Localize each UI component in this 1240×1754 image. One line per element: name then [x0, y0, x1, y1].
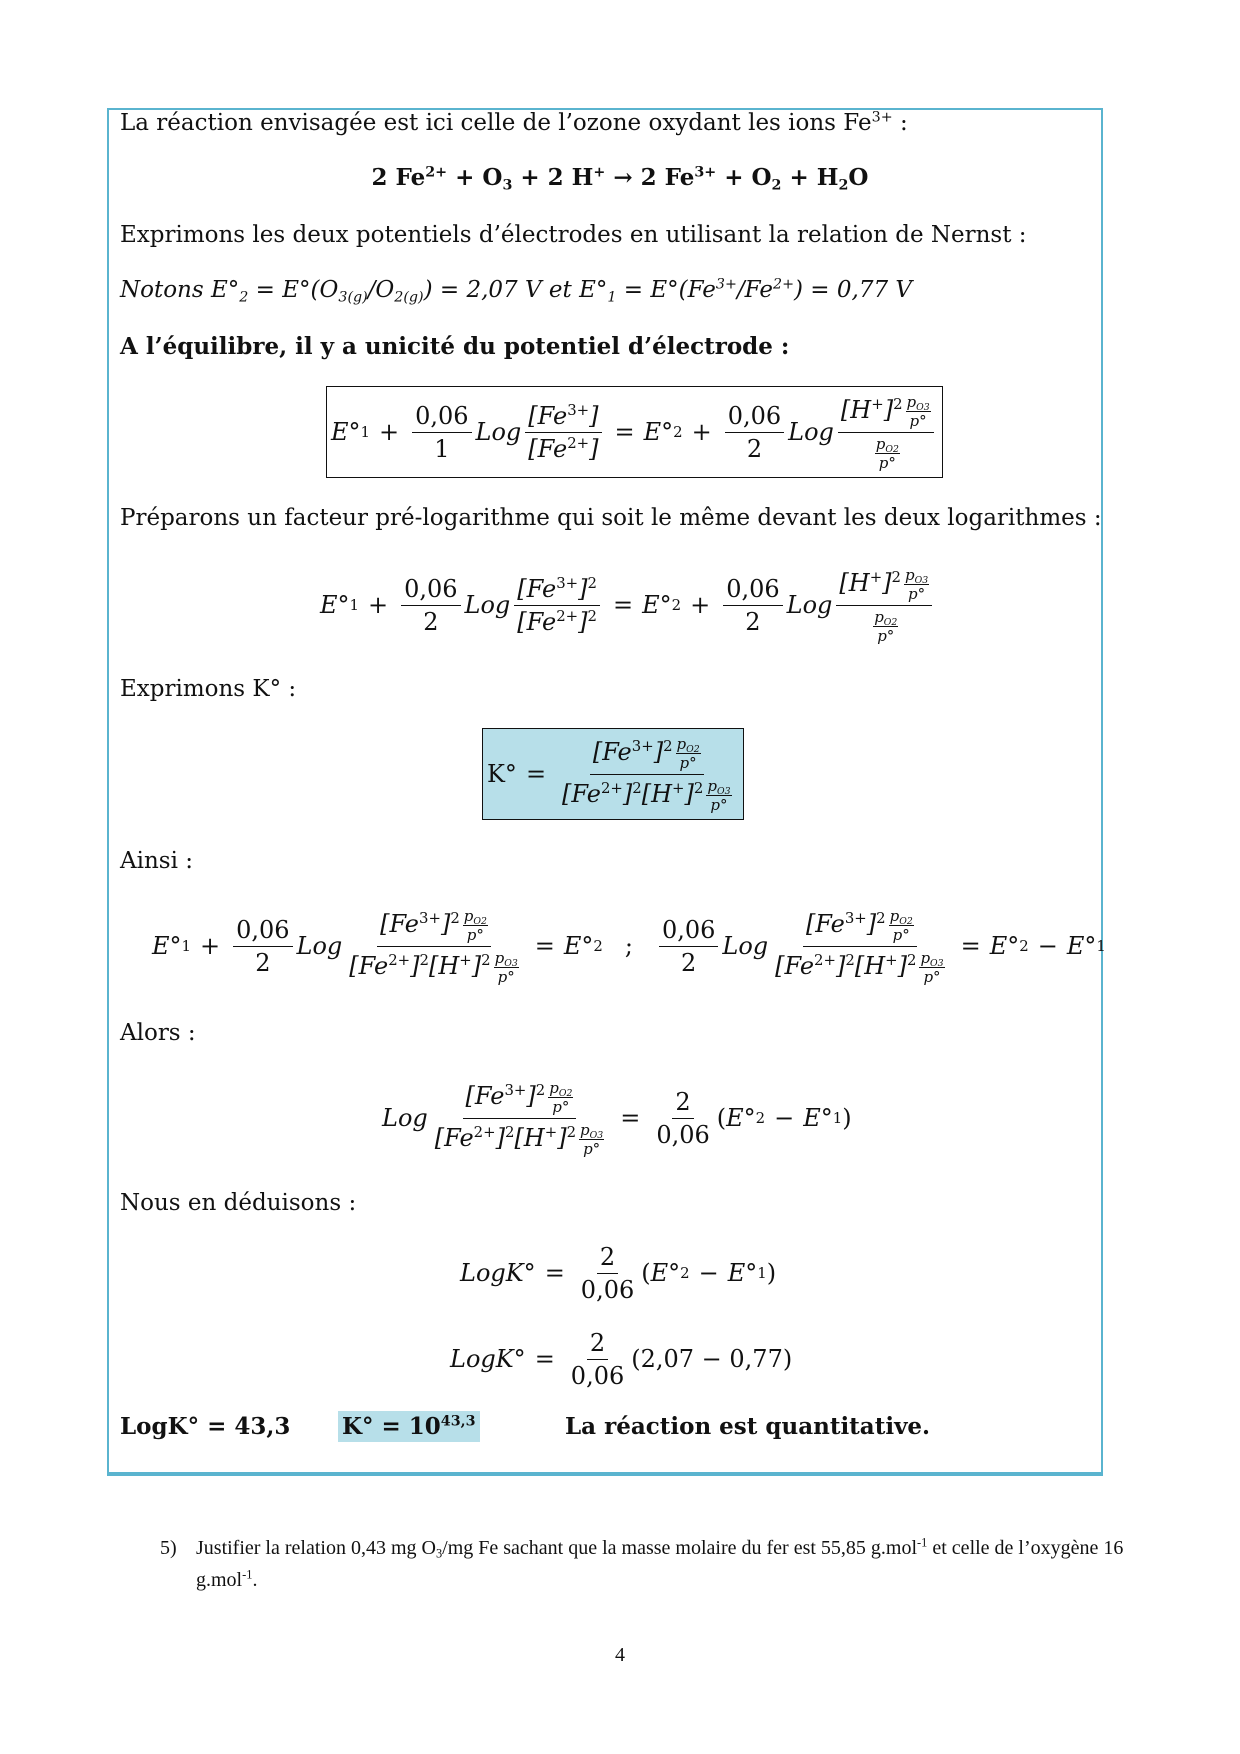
- question-number: 5): [160, 1537, 177, 1559]
- intro-line: La réaction envisagée est ici celle de l’ozone oxydant les ions $Fe^{3+}$ :: [120, 109, 908, 136]
- alors-label: Alors :: [120, 1020, 196, 1046]
- prelog-intro: Préparons un facteur pré-logarithme qui soit le même devant les deux logarithmes :: [120, 505, 1102, 531]
- equation-ainsi: E° 1 + $\frac{0,06}{2}$ Log $[Fe^{3+}]^2$ $\frac{p_{O2}}{p^\circ}$ $[Fe^{2+}]^2[H^+]^2$ $\frac{p_{O3}}{p^\circ}$ = E° 2 ; $\frac{0,06}{2}$ Log $[Fe^{3+}]^2$ $\frac{p_{O2}}{p^\circ}$ $[Fe^{2+}]^2[H^+]^2$ $\frac{p_{O3}}{p^\circ}$ = E° 2 − E° 1: [152, 906, 1106, 986]
- nernst-intro: Exprimons les deux potentiels d’électrodes en utilisant la relation de Nernst :: [120, 222, 1027, 248]
- deduction-label: Nous en déduisons :: [120, 1190, 357, 1216]
- equation-logk-symbolic: LogK° = $\frac{2}{0,06}$ ( E° 2 − E° 1 ): [460, 1242, 777, 1304]
- equation-equal-potentials: E° 1 + $\frac{0,06}{1}$ Log $\frac{[Fe^{3+}]}{[Fe^{2+}]}$ = E° 2 + $\frac{0,06}{2}$ Log $[H^+]^2$ $\frac{p_{O3}}{p^\circ}$ $\frac{p_{O2}}{p^\circ}$: [326, 386, 943, 478]
- question-text: Justifier la relation 0,43 mg $O_3/mg$ Fe sachant que la masse molaire du fer est 55,85 g.mol$^{-1}$ et celle de l’oxygène 16 g.mol$^{-1}$.: [196, 1535, 1124, 1591]
- page-number: 4: [615, 1644, 625, 1666]
- equation-same-factor: E° 1 + $\frac{0,06}{2}$ Log $\frac{[Fe^{3+}]^2}{[Fe^{2+}]^2}$ = E° 2 + $\frac{0,06}{2}$ Log $[H^+]^2$ $\frac{p_{O3}}{p^\circ}$ $\frac{p_{O2}}{p^\circ}$: [320, 562, 936, 648]
- logk-result: LogK° = 43,3: [120, 1413, 291, 1440]
- equilibrium-heading: A l’équilibre, il y a unicité du potentiel d’électrode :: [120, 333, 790, 360]
- express-k-intro: Exprimons K° :: [120, 676, 297, 702]
- conclusion: La réaction est quantitative.: [565, 1413, 931, 1440]
- equilibrium-constant-expression: K° = $[Fe^{3+}]^2$ $\frac{p_{O2}}{p^\circ}$ $[Fe^{2+}]^2[H^+]^2$ $\frac{p_{O3}}{p^\circ}$: [482, 728, 744, 820]
- standard-potentials: Notons $E^\circ_2 = E^\circ(O_{3(g)}/O_{2(g)}) = 2,07$ V et $E^\circ_1 = E^\circ(Fe^{3+}/Fe^{2+}) = 0,77$ V: [120, 276, 913, 306]
- reaction-equation: 2 $Fe^{2+} + O_3 + 2$ H+ → 2 $Fe^{3+} + O_2 + H_2O$: [371, 164, 869, 194]
- k-result: $K^\circ = 10^{43,3}$: [338, 1413, 480, 1440]
- ainsi-label: Ainsi :: [120, 848, 193, 874]
- equation-alors: Log $[Fe^{3+}]^2$ $\frac{p_{O2}}{p^\circ}$ $[Fe^{2+}]^2[H^+]^2$ $\frac{p_{O3}}{p^\circ}$ = $\frac{2}{0,06}$ ( E° 2 − E° 1 ): [382, 1078, 852, 1158]
- equation-logk-numeric: LogK° = $\frac{2}{0,06}$ (2,07 − 0,77): [450, 1328, 793, 1390]
